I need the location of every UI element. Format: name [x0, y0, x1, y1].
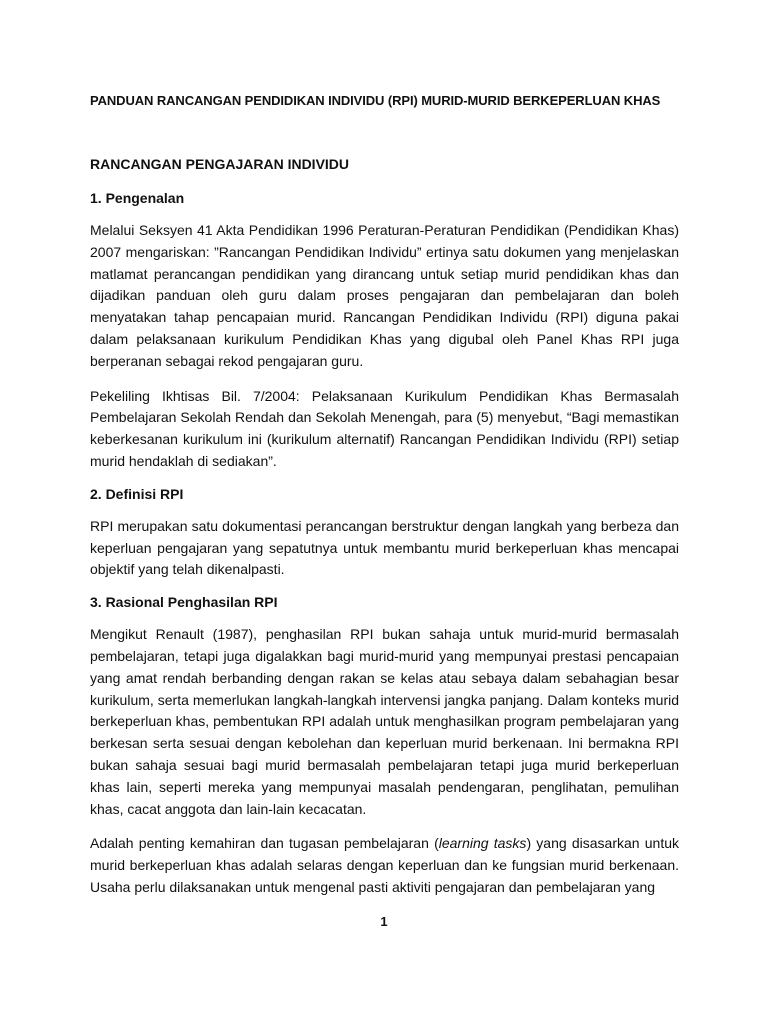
section-heading-definisi: 2. Definisi RPI	[90, 485, 184, 502]
paragraph-text: ) yang disasarkan untuk murid berkeperluan khas adalah selaras dengan keperluan dan ke fungsian murid berkenaan. Usaha perlu dilaksanakan untuk mengenal pasti aktiviti pengajaran dan pembelajaran yang	[90, 835, 679, 895]
paragraph: RPI merupakan satu dokumentasi perancangan berstruktur dengan langkah yang berbeza dan keperluan pengajaran yang sepatutnya untuk membantu murid berkeperluan khas mencapai objektif yang telah dikenalpasti.	[90, 517, 679, 578]
paragraph: Mengikut Renault (1987), penghasilan RPI bukan sahaja untuk murid-murid bermasalah pembelajaran, tetapi juga digalakkan bagi murid-murid yang mempunyai prestasi pencapaian yang amat rendah berbanding dengan rakan se kelas atau sebaya dalam sebahagian besar kurikulum, serta memerlukan langkah-langkah intervensi jangka panjang. Dalam konteks murid berkeperluan khas, pembentukan RPI adalah untuk menghasilkan program pembelajaran yang berkesan serta sesuai dengan kebolehan dan keperluan murid berkenaan. Ini bermakna RPI bukan sahaja sesuai bagi murid bermasalah pembelajaran tetapi juga murid berkeperluan khas lain, seperti mereka yang mempunyai masalah pendengaran, penglihatan, pemulihan khas, cacat anggota dan lain-lain kecacatan.	[90, 626, 679, 817]
section-main-heading: RANCANGAN PENGAJARAN INDIVIDU	[90, 156, 350, 172]
document-body	[90, 93, 679, 912]
paragraph-last	[90, 833, 679, 898]
section-heading-rasional: 3. Rasional Penghasilan RPI	[90, 594, 278, 611]
paragraph: Melalui Seksyen 41 Akta Pendidikan 1996 Peraturan-Peraturan Pendidikan (Pendidikan Khas) 2007 mengariskan: ”Rancangan Pendidikan Individu” ertinya satu dokumen yang menjelaskan matlamat perancangan pendidikan yang dirancang untuk setiap murid pendidikan khas dan dijadikan panduan oleh guru dalam proses pengajaran dan pembelajaran dan boleh menyatakan tahap pencapaian murid. Rancangan Pendidikan Individu (RPI) diguna pakai dalam pelaksanaan kurikulum Pendidikan Khas yang digubal oleh Panel Khas RPI juga berperanan sebagai rekod pengajaran guru.	[90, 222, 679, 369]
section-heading-pengenalan: 1. Pengenalan	[90, 190, 185, 206]
paragraph-text: Adalah penting kemahiran dan tugasan pembelajaran (	[90, 835, 439, 852]
paragraph: Pekeliling Ikhtisas Bil. 7/2004: Pelaksanaan Kurikulum Pendidikan Khas Bermasalah Pembelajaran Sekolah Rendah dan Sekolah Menengah, para (5) menyebut, “Bagi memastikan keberkesanan kurikulum ini (kurikulum alternatif) Rancangan Pendidikan Individu (RPI) setiap murid hendaklah di sediakan”.	[90, 387, 679, 469]
italic-term: learning tasks	[438, 835, 527, 852]
page-number: 1	[380, 914, 388, 929]
document-title: PANDUAN RANCANGAN PENDIDIKAN INDIVIDU (RPI) MURID-MURID BERKEPERLUAN KHAS	[90, 93, 661, 108]
